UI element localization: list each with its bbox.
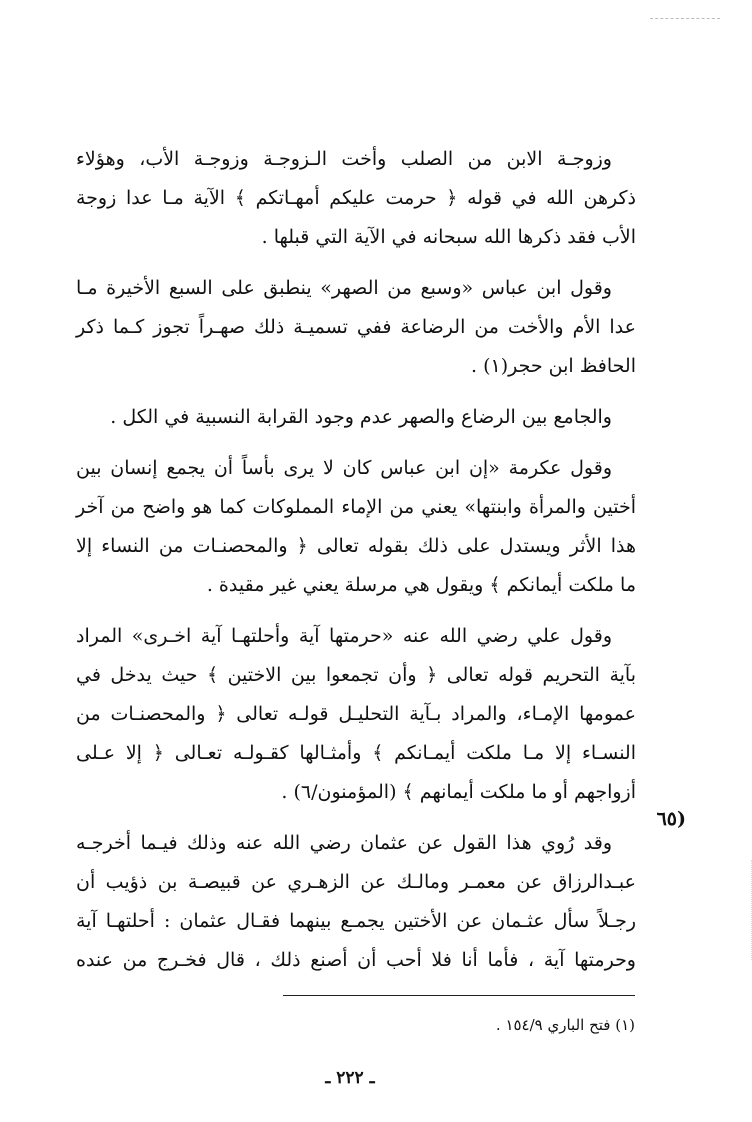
text-line: ما ملكت أيمانكم ﴾ ويقول هي مرسلة يعني غير مقيدة .	[206, 574, 636, 596]
text-line: رجـلاً سأل عثـمان عن الأختين يجمـع بينهما فقـال عثمان : أحلتهـا آية	[76, 910, 636, 932]
text-line: وقد رُوي هذا القول عن عثمان رضي الله عنه وذلك فيـما أخرجـه	[76, 832, 612, 854]
text-line: وقول ابن عباس «وسبع من الصهر» ينطبق على السبع الأخيرة مـا	[76, 277, 612, 299]
text-line: وقول عكرمة «إن ابن عباس كان لا يرى بأساً أن يجمع إنسان بين	[76, 457, 612, 479]
paragraph-1	[76, 140, 636, 257]
text-line: أختين والمرأة وابنتها» يعني من الإماء المملوكات كما هو واضح من آخر	[76, 496, 636, 518]
paragraph-2	[76, 269, 636, 386]
paragraph-3	[76, 398, 636, 437]
text-line: بآية التحريم قوله تعالى ﴿ وأن تجمعوا بين الاختين ﴾ حيث يدخل في	[76, 664, 636, 686]
paragraph-4	[76, 449, 636, 605]
page-number: ـ ٢٢٢ ـ	[325, 1068, 375, 1088]
text-line: وقول علي رضي الله عنه «حرمتها آية وأحلتهـا آية اخـرى» المراد	[76, 625, 612, 647]
paragraph-5	[76, 617, 636, 812]
text-line: عبـدالرزاق عن معمـر ومالـك عن الزهـري عن قبيصـة بن ذؤيب أن	[76, 871, 636, 893]
footnote: (١) فتح الباري ١٥٤/٩ .	[495, 1016, 635, 1034]
paragraph-6	[76, 824, 636, 980]
text-line: أزواجهم أو ما ملكت أيمانهم ﴾ (المؤمنون/٦) .	[281, 781, 636, 803]
text-line: ذكرهن الله في قوله ﴿ حرمت عليكم أمهـاتكم ﴾ الآية مـا عدا زوجة	[76, 187, 636, 209]
text-line: هذا الأثر ويستدل على ذلك بقوله تعالى ﴿ والمحصنـات من النساء إلا	[76, 535, 636, 557]
text-line: وزوجـة الابن من الصلب وأخت الـزوجـة وزوجـة الأب، وهؤلاء	[76, 148, 612, 170]
text-line: الأب فقد ذكرها الله سبحانه في الآية التي قبلها .	[261, 226, 636, 248]
footnote-divider	[283, 995, 635, 996]
text-line: والجامع بين الرضاع والصهر عدم وجود القرابة النسبية في الكل .	[110, 406, 612, 428]
scan-edge-mark	[743, 860, 752, 960]
scan-mark	[650, 18, 720, 20]
text-line: عدا الأم والأخت من الرضاعة ففي تسميـة ذلك صهـراً تجوز كـما ذكر	[76, 316, 636, 338]
marginal-number: (٦٥	[656, 808, 686, 830]
main-text	[76, 140, 636, 992]
text-line: النسـاء إلا مـا ملكت أيمـانكم ﴾ وأمثـالها كقـولـه تعـالى ﴿ إلا عـلى	[76, 742, 636, 764]
text-line: عمومها الإمـاء، والمراد بـآية التحليـل قولـه تعالى ﴿ والمحصنـات من	[76, 703, 636, 725]
text-line: وحرمتها آية ، فأما أنا فلا أحب أن أصنع ذلك ، قال فخـرج من عنده	[76, 949, 636, 971]
text-line: الحافظ ابن حجر(١) .	[471, 355, 636, 377]
